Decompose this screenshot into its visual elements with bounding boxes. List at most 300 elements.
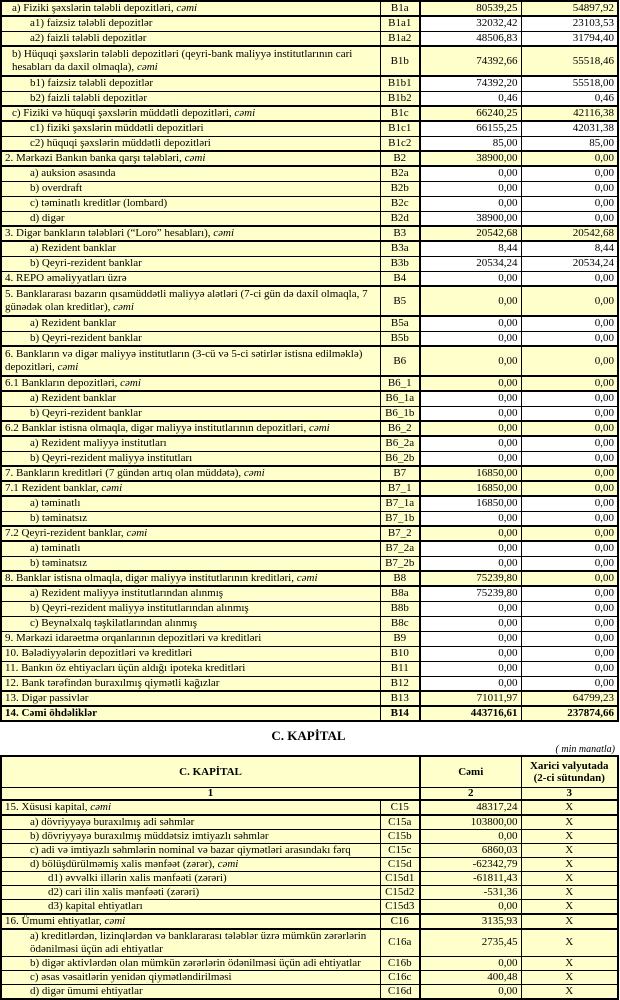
row-foreign-mark: X — [521, 971, 618, 985]
table-row — [1, 985, 618, 1000]
row-total: 0,00 — [420, 181, 521, 196]
row-total: 0,00 — [420, 829, 521, 843]
row-foreign: 0,00 — [521, 436, 618, 451]
row-code: B1b — [380, 46, 420, 76]
row-total: 0,00 — [420, 526, 521, 541]
row-label: c1) fiziki şəxslərin müddətli depozitləri — [1, 121, 380, 136]
row-foreign: 0,00 — [521, 331, 618, 346]
row-code: B11 — [380, 661, 420, 676]
row-code: B6_2b — [380, 451, 420, 466]
row-code: B6_1a — [380, 391, 420, 406]
row-code: B2d — [380, 211, 420, 226]
table-row — [1, 511, 618, 526]
row-code: B6_2a — [380, 436, 420, 451]
table-row — [1, 376, 618, 391]
row-label: b) təminatsız — [1, 511, 380, 526]
row-code: C16 — [380, 914, 420, 929]
row-label: c) əsas vəsaitlərin yenidən qiymətləndirilməsi — [1, 971, 380, 985]
row-label: a) Rezident maliyyə institutlarından alınmış — [1, 586, 380, 601]
row-label: a2) faizli tələbli depozitlər — [1, 31, 380, 46]
row-code: C15 — [380, 800, 420, 815]
row-label: a) Fiziki şəxslərin tələbli depozitləri, cəmi — [1, 1, 380, 16]
row-code: B1b2 — [380, 91, 420, 106]
row-foreign: 42031,38 — [521, 121, 618, 136]
table-row — [1, 91, 618, 106]
row-foreign: 0,00 — [521, 466, 618, 481]
row-foreign-mark: X — [521, 899, 618, 914]
row-code: B7_2b — [380, 556, 420, 571]
column-number-3: 3 — [521, 787, 618, 800]
table-row — [1, 316, 618, 331]
row-foreign: 0,00 — [521, 166, 618, 181]
row-label: 10. Bələdiyyələrin depozitləri və kreditləri — [1, 646, 380, 661]
row-code: B6 — [380, 346, 420, 376]
row-label: b) digər aktivlərdən olan mümkün zərərlərin ödənilməsi üçün adi ehtiyatlar — [1, 957, 380, 971]
row-code: B5b — [380, 331, 420, 346]
row-label: a) Rezident banklar — [1, 241, 380, 256]
row-code: B7_1 — [380, 481, 420, 496]
row-total: 32032,42 — [420, 16, 521, 31]
row-label: c) Fiziki və hüquqi şəxslərin müddətli depozitləri, cəmi — [1, 106, 380, 121]
row-foreign: 0,00 — [521, 541, 618, 556]
row-total: -61811,43 — [420, 871, 521, 885]
row-total: 48317,24 — [420, 800, 521, 815]
row-foreign: 0,00 — [521, 646, 618, 661]
row-code: C16a — [380, 929, 420, 957]
row-total: 75239,80 — [420, 586, 521, 601]
row-label: a) auksion əsasında — [1, 166, 380, 181]
row-label: d) digər — [1, 211, 380, 226]
row-label: a1) faizsiz tələbli depozitlər — [1, 16, 380, 31]
row-foreign: 0,00 — [521, 271, 618, 286]
table-row — [1, 31, 618, 46]
row-foreign-mark: X — [521, 985, 618, 1000]
row-total: 0,00 — [420, 451, 521, 466]
table-row — [1, 556, 618, 571]
row-code: B1c1 — [380, 121, 420, 136]
row-total: 0,00 — [420, 406, 521, 421]
row-label: 11. Bankın öz ehtiyacları üçün aldığı ipoteka kreditləri — [1, 661, 380, 676]
capital-section-title: C. KAPİTAL — [271, 728, 346, 743]
table-row — [1, 616, 618, 631]
table-row — [1, 421, 618, 436]
row-foreign: 0,00 — [521, 406, 618, 421]
row-foreign: 0,00 — [521, 601, 618, 616]
row-foreign: 0,46 — [521, 91, 618, 106]
row-code: B3b — [380, 256, 420, 271]
row-total: -62342,79 — [420, 857, 521, 871]
row-label: a) Rezident banklar — [1, 316, 380, 331]
row-foreign: 0,00 — [521, 616, 618, 631]
row-foreign: 0,00 — [521, 481, 618, 496]
row-total: 0,00 — [420, 601, 521, 616]
table-row — [1, 331, 618, 346]
row-code: B7_1b — [380, 511, 420, 526]
row-code: B2c — [380, 196, 420, 211]
row-foreign: 0,00 — [521, 391, 618, 406]
row-label: 13. Digər passivlər — [1, 691, 380, 706]
row-foreign: 0,00 — [521, 526, 618, 541]
row-code: B8 — [380, 571, 420, 586]
column-number-2: 2 — [420, 787, 521, 800]
table-row — [1, 899, 618, 914]
row-total: 0,00 — [420, 957, 521, 971]
row-label: b1) faizsiz tələbli depozitlər — [1, 76, 380, 91]
row-total: 16850,00 — [420, 481, 521, 496]
row-total: 0,00 — [420, 661, 521, 676]
row-total: 38900,00 — [420, 151, 521, 166]
row-total: 48506,83 — [420, 31, 521, 46]
table-row — [1, 971, 618, 985]
row-label: 7.2 Qeyri-rezident banklar, cəmi — [1, 526, 380, 541]
row-label: 6.1 Bankların depozitləri, cəmi — [1, 376, 380, 391]
row-code: B13 — [380, 691, 420, 706]
row-foreign: 0,00 — [521, 211, 618, 226]
row-total: 0,00 — [420, 899, 521, 914]
row-foreign-mark: X — [521, 929, 618, 957]
row-foreign: 0,00 — [521, 376, 618, 391]
table-row — [1, 815, 618, 830]
row-label: a) təminatlı — [1, 541, 380, 556]
row-label: 2. Mərkəzi Bankın banka qarşı tələbləri, cəmi — [1, 151, 380, 166]
row-label: a) Rezident maliyyə institutları — [1, 436, 380, 451]
row-code: C15b — [380, 829, 420, 843]
row-foreign: 0,00 — [521, 451, 618, 466]
row-code: B10 — [380, 646, 420, 661]
table-row — [1, 151, 618, 166]
row-label: 12. Bank tərəfindən buraxılmış qiymətli kağızlar — [1, 676, 380, 691]
row-label: b) Qeyri-rezident maliyyə institutları — [1, 451, 380, 466]
row-code: B5a — [380, 316, 420, 331]
row-code: B7_2 — [380, 526, 420, 541]
row-foreign-mark: X — [521, 829, 618, 843]
row-foreign: 0,00 — [521, 511, 618, 526]
row-label: d1) əvvəlki illərin xalis mənfəəti (zərəri) — [1, 871, 380, 885]
row-code: C15d3 — [380, 899, 420, 914]
row-label: b) dövriyyəyə buraxılmış müddətsiz imtiyazlı səhmlər — [1, 829, 380, 843]
table-row — [1, 646, 618, 661]
row-total: 66240,25 — [420, 106, 521, 121]
row-total: 66155,25 — [420, 121, 521, 136]
row-foreign: 23103,53 — [521, 16, 618, 31]
row-total: 0,00 — [420, 166, 521, 181]
row-total: 80539,25 — [420, 1, 521, 16]
row-total: 16850,00 — [420, 496, 521, 511]
row-total: 0,00 — [420, 616, 521, 631]
table-row — [1, 829, 618, 843]
row-foreign: 54897,92 — [521, 1, 618, 16]
table-row — [1, 800, 618, 815]
row-code: B9 — [380, 631, 420, 646]
row-foreign: 31794,40 — [521, 31, 618, 46]
row-label: 16. Ümumi ehtiyatlar, cəmi — [1, 914, 380, 929]
row-total: 0,00 — [420, 556, 521, 571]
row-total: 74392,20 — [420, 76, 521, 91]
row-foreign: 0,00 — [521, 421, 618, 436]
row-code: B14 — [380, 706, 420, 721]
row-label: d) bölüşdürülməmiş xalis mənfəət (zərər), cəmi — [1, 857, 380, 871]
table-row — [1, 211, 618, 226]
row-code: C15c — [380, 843, 420, 857]
row-foreign-mark: X — [521, 885, 618, 899]
row-total: 0,00 — [420, 196, 521, 211]
row-total: 0,00 — [420, 346, 521, 376]
row-label: b) Qeyri-rezident banklar — [1, 256, 380, 271]
row-code: B8b — [380, 601, 420, 616]
row-label: b) Qeyri-rezident banklar — [1, 406, 380, 421]
table-row — [1, 541, 618, 556]
row-label: c2) hüquqi şəxslərin müddətli depozitləri — [1, 136, 380, 151]
row-code: B3 — [380, 226, 420, 241]
row-total: 0,00 — [420, 646, 521, 661]
table-row — [1, 106, 618, 121]
table-row — [1, 226, 618, 241]
table-row — [1, 166, 618, 181]
row-total: 38900,00 — [420, 211, 521, 226]
row-code: C16b — [380, 957, 420, 971]
row-total: 71011,97 — [420, 691, 521, 706]
row-total: 0,00 — [420, 511, 521, 526]
row-foreign: 0,00 — [521, 196, 618, 211]
row-label: b) təminatsız — [1, 556, 380, 571]
row-total: 0,00 — [420, 286, 521, 316]
row-total: 75239,80 — [420, 571, 521, 586]
row-label: a) dövriyyəyə buraxılmış adi səhmlər — [1, 815, 380, 830]
table-row — [1, 196, 618, 211]
table-row — [1, 631, 618, 646]
row-label: b) Hüquqi şəxslərin tələbli depozitləri (qeyri-bank maliyyə institutlarının cari hesabları da daxil olmaqla), cəmi — [1, 46, 380, 76]
row-label: d2) cari ilin xalis mənfəəti (zərəri) — [1, 885, 380, 899]
row-total: 85,00 — [420, 136, 521, 151]
row-label: c) təminatlı kreditlər (lombard) — [1, 196, 380, 211]
row-foreign: 42116,38 — [521, 106, 618, 121]
row-label: a) təminatlı — [1, 496, 380, 511]
row-foreign: 0,00 — [521, 286, 618, 316]
table-row — [1, 1, 618, 16]
table-row — [1, 286, 618, 316]
table-row — [1, 571, 618, 586]
row-total: 8,44 — [420, 241, 521, 256]
table-row — [1, 451, 618, 466]
row-code: B2 — [380, 151, 420, 166]
row-label: d3) kapital ehtiyatları — [1, 899, 380, 914]
table-row — [1, 406, 618, 421]
row-code: C15d2 — [380, 885, 420, 899]
table-row — [1, 466, 618, 481]
row-foreign: 8,44 — [521, 241, 618, 256]
unit-note: ( min manatla) — [555, 744, 615, 755]
table-row — [1, 241, 618, 256]
row-foreign: 0,00 — [521, 676, 618, 691]
row-foreign: 0,00 — [521, 586, 618, 601]
table-row — [1, 436, 618, 451]
row-label: 15. Xüsusi kapital, cəmi — [1, 800, 380, 815]
table-row — [1, 181, 618, 196]
row-total: 2735,45 — [420, 929, 521, 957]
row-foreign: 64799,23 — [521, 691, 618, 706]
row-total: 6860,03 — [420, 843, 521, 857]
row-code: B12 — [380, 676, 420, 691]
row-foreign: 0,00 — [521, 151, 618, 166]
row-total: 0,00 — [420, 436, 521, 451]
table-row — [1, 16, 618, 31]
row-total: 0,00 — [420, 421, 521, 436]
row-code: B1b1 — [380, 76, 420, 91]
column-number-1: 1 — [1, 787, 420, 800]
row-label: c) adi və imtiyazlı səhmlərin nominal və bazar qiymətləri arasındakı fərq — [1, 843, 380, 857]
row-foreign-mark: X — [521, 957, 618, 971]
row-foreign: 85,00 — [521, 136, 618, 151]
table-row — [1, 857, 618, 871]
row-foreign-mark: X — [521, 843, 618, 857]
row-code: C15a — [380, 815, 420, 830]
row-label: 8. Banklar istisna olmaqla, digər maliyyə institutlarının kreditləri, cəmi — [1, 571, 380, 586]
table-row — [1, 256, 618, 271]
table-row — [1, 957, 618, 971]
table-row — [1, 46, 618, 76]
row-total: 0,00 — [420, 271, 521, 286]
capital-table — [0, 755, 619, 1000]
table-row — [1, 526, 618, 541]
row-foreign: 20534,24 — [521, 256, 618, 271]
row-foreign-mark: X — [521, 871, 618, 885]
row-total: 0,46 — [420, 91, 521, 106]
table-row — [1, 391, 618, 406]
table-row — [1, 914, 618, 929]
row-code: B8c — [380, 616, 420, 631]
row-label: 3. Digər bankların tələbləri (“Loro” hesabları), cəmi — [1, 226, 380, 241]
row-code: B2b — [380, 181, 420, 196]
row-foreign: 0,00 — [521, 661, 618, 676]
table-row — [1, 121, 618, 136]
row-label: 4. REPO əməliyyatları üzrə — [1, 271, 380, 286]
row-label: 6. Bankların və digər maliyyə institutların (3-cü və 5-ci sətirlər istisna edilməklə) depozitləri, cəmi — [1, 346, 380, 376]
row-total: 0,00 — [420, 541, 521, 556]
row-foreign: 0,00 — [521, 346, 618, 376]
column-numbering-row — [1, 787, 618, 800]
capital-header-total: Cəmi — [420, 756, 521, 787]
row-total: 443716,61 — [420, 706, 521, 721]
row-code: B1c — [380, 106, 420, 121]
table-row — [1, 676, 618, 691]
row-code: B1a2 — [380, 31, 420, 46]
row-label: a) Rezident banklar — [1, 391, 380, 406]
row-total: 20542,68 — [420, 226, 521, 241]
table-row — [1, 76, 618, 91]
row-code: B1a1 — [380, 16, 420, 31]
table-row — [1, 601, 618, 616]
table-row — [1, 871, 618, 885]
row-code: B7_1a — [380, 496, 420, 511]
row-foreign: 55518,46 — [521, 46, 618, 76]
row-label: 14. Cəmi öhdəliklər — [1, 706, 380, 721]
row-code: B6_1 — [380, 376, 420, 391]
table-row — [1, 691, 618, 706]
row-label: b) Qeyri-rezident banklar — [1, 331, 380, 346]
row-code: B1a — [380, 1, 420, 16]
row-foreign: 0,00 — [521, 181, 618, 196]
row-total: 0,00 — [420, 391, 521, 406]
table-row — [1, 271, 618, 286]
table-row — [1, 496, 618, 511]
row-foreign: 237874,66 — [521, 706, 618, 721]
table-row — [1, 843, 618, 857]
row-total: 0,00 — [420, 985, 521, 1000]
row-label: 7.1 Rezident banklar, cəmi — [1, 481, 380, 496]
row-code: B4 — [380, 271, 420, 286]
row-code: B6_1b — [380, 406, 420, 421]
row-code: B2a — [380, 166, 420, 181]
row-code: B3a — [380, 241, 420, 256]
row-foreign: 0,00 — [521, 571, 618, 586]
row-code: B7_2a — [380, 541, 420, 556]
row-total: 3135,93 — [420, 914, 521, 929]
row-total: 0,00 — [420, 331, 521, 346]
row-total: 0,00 — [420, 316, 521, 331]
row-total: 16850,00 — [420, 466, 521, 481]
row-code: B6_2 — [380, 421, 420, 436]
row-code: B7 — [380, 466, 420, 481]
row-foreign-mark: X — [521, 815, 618, 830]
table-row — [1, 929, 618, 957]
table-row — [1, 346, 618, 376]
row-total: 0,00 — [420, 676, 521, 691]
row-code: C15d — [380, 857, 420, 871]
row-foreign: 0,00 — [521, 316, 618, 331]
row-foreign: 0,00 — [521, 496, 618, 511]
row-total: 103800,00 — [420, 815, 521, 830]
row-label: b) Qeyri-rezident maliyyə institutlarından alınmış — [1, 601, 380, 616]
row-label: 7. Bankların kreditləri (7 gündən artıq olan müddətə), cəmi — [1, 466, 380, 481]
table-row — [1, 481, 618, 496]
row-foreign-mark: X — [521, 857, 618, 871]
row-code: B1c2 — [380, 136, 420, 151]
table-row — [1, 586, 618, 601]
capital-header-title: C. KAPİTAL — [1, 756, 420, 787]
row-label: b) overdraft — [1, 181, 380, 196]
row-total: -531,36 — [420, 885, 521, 899]
row-foreign: 0,00 — [521, 631, 618, 646]
row-label: c) Beynəlxalq təşkilatlarından alınmış — [1, 616, 380, 631]
table-row — [1, 706, 618, 721]
row-code: C16d — [380, 985, 420, 1000]
row-code: B8a — [380, 586, 420, 601]
row-foreign: 55518,00 — [521, 76, 618, 91]
row-label: d) digər ümumi ehtiyatlar — [1, 985, 380, 1000]
table-row — [1, 136, 618, 151]
row-total: 74392,66 — [420, 46, 521, 76]
row-code: C15d1 — [380, 871, 420, 885]
row-foreign-mark: X — [521, 800, 618, 815]
row-foreign: 0,00 — [521, 556, 618, 571]
capital-header-row — [1, 756, 618, 787]
table-row — [1, 885, 618, 899]
capital-header-foreign: Xarici valyutada (2-ci sütundan) — [521, 756, 618, 787]
row-code: B5 — [380, 286, 420, 316]
row-total: 0,00 — [420, 376, 521, 391]
row-foreign: 20542,68 — [521, 226, 618, 241]
row-total: 20534,24 — [420, 256, 521, 271]
row-label: b2) faizli tələbli depozitlər — [1, 91, 380, 106]
row-label: 6.2 Banklar istisna olmaqla, digər maliyyə institutlarının depozitləri, cəmi — [1, 421, 380, 436]
row-label: a) kreditlərdən, lizinqlərdən və banklararası tələblər üzrə mümkün zərərlərin ödənilməsi üçün adi ehtiyatlar — [1, 929, 380, 957]
row-code: C16c — [380, 971, 420, 985]
row-total: 0,00 — [420, 631, 521, 646]
row-label: 5. Banklararası bazarın qısamüddətli maliyyə alətləri (7-ci gün də daxil olmaqla, 7 günədək olan kreditlər), cəmi — [1, 286, 380, 316]
row-total: 400,48 — [420, 971, 521, 985]
row-label: 9. Mərkəzi idarəetmə orqanlarının depozitləri və kreditləri — [1, 631, 380, 646]
row-foreign-mark: X — [521, 914, 618, 929]
